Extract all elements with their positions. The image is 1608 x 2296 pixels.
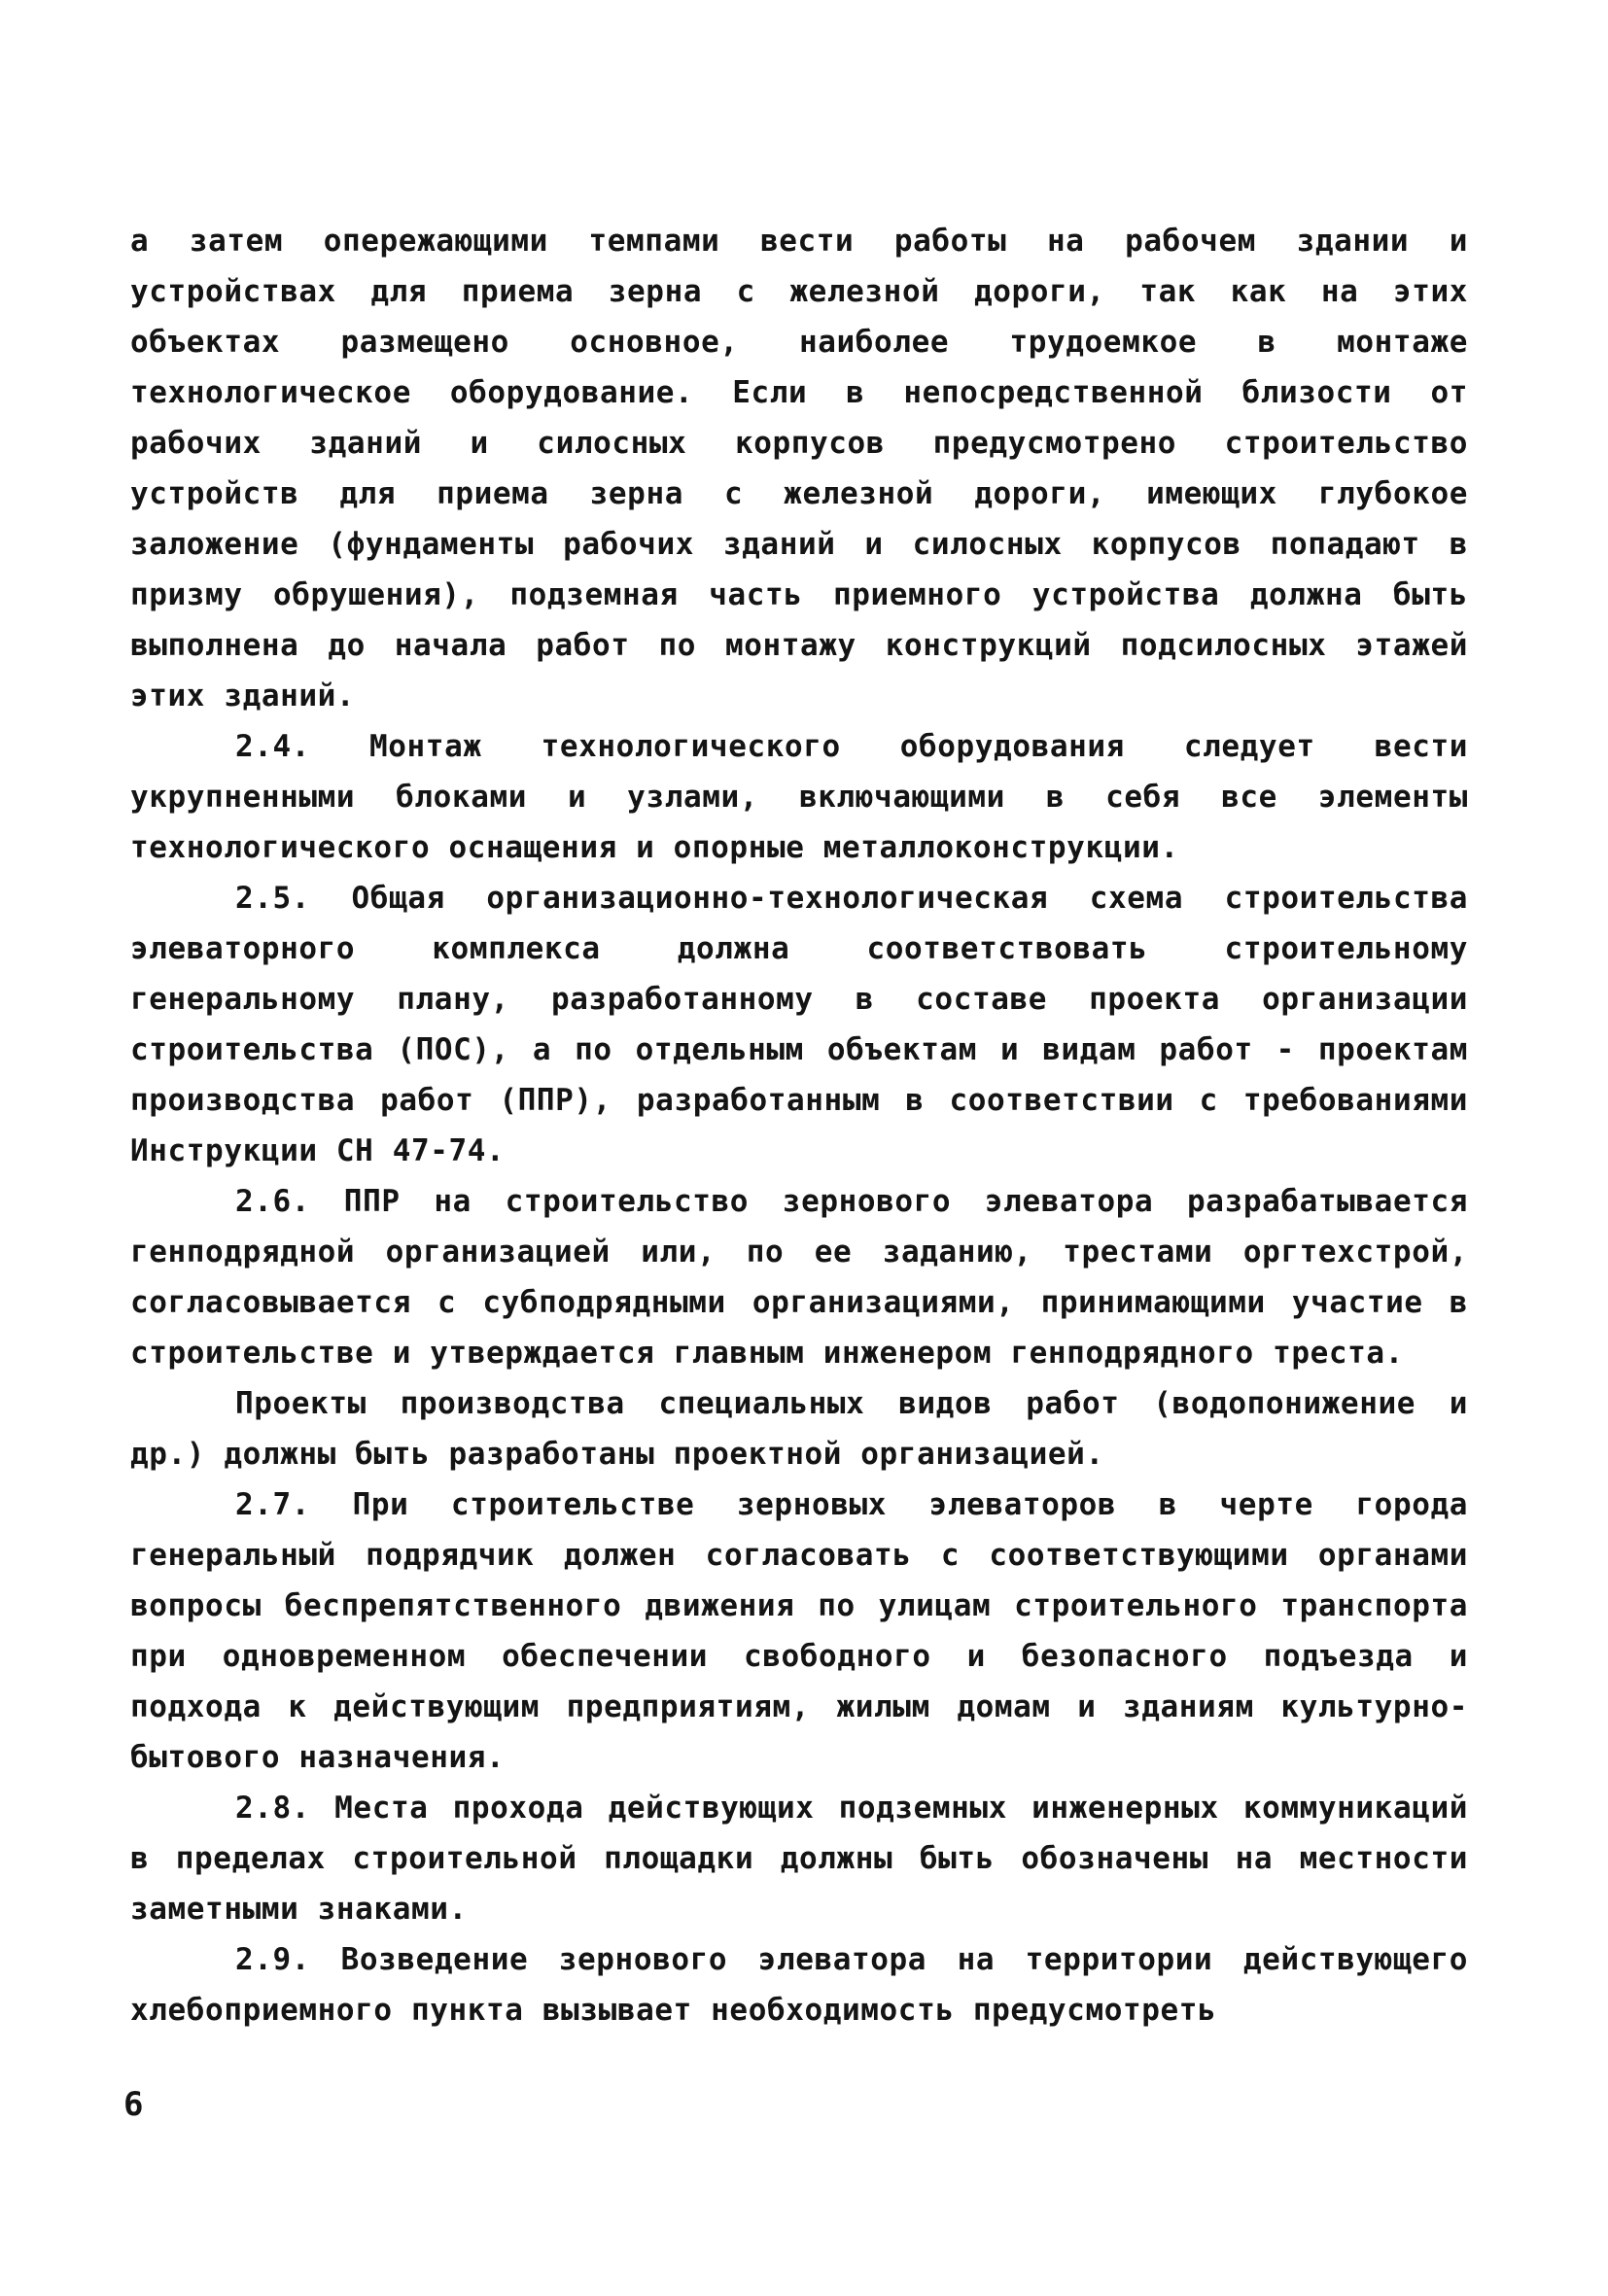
body-text [130, 216, 1468, 2035]
paragraph-special-works: Проекты производства специальных видов работ (водопонижение и др.) должны быть разработаны проектной организацией. [130, 1386, 1468, 1472]
paragraph-2-6: 2.6. ППР на строительство зернового элеватора разрабатывается генподрядной организацией или, по ее заданию, трестами оргтехстрой, согласовывается с субподрядными организациями, принимающими участие в строительстве и утверждается главным инженером генподрядного треста. [130, 1184, 1468, 1371]
paragraph-2-5: 2.5. Общая организационно-технологическая схема строительства элеваторного комплекса должна соответствовать строительному генеральному плану, разработанному в составе проекта организации строительства (ПОС), а по отдельным объектам и видам работ - проектам производства работ (ППР), разработанным в соответствии с требованиями Инструкции СН 47-74. [130, 881, 1468, 1168]
paragraph-2-9: 2.9. Возведение зернового элеватора на территории действующего хлебоприемного пункта вызывает необходимость предусмотреть [130, 1942, 1468, 2028]
paragraph-2-8: 2.8. Места прохода действующих подземных инженерных коммуникаций в пределах строительной площадки должны быть обозначены на местности заметными знаками. [130, 1791, 1468, 1927]
page-number: 6 [123, 2085, 144, 2124]
paragraph-continuation: а затем опережающими темпами вести работы на рабочем здании и устройствах для приема зерна с железной дороги, так как на этих объектах размещено основное, наиболее трудоемкое в монтаже технологическое оборудование. Если в непосредственной близости от рабочих зданий и силосных корпусов предусмотрено строительство устройств для приема зерна с железной дороги, имеющих глубокое заложение (фундаменты рабочих зданий и силосных корпусов попадают в призму обрушения), подземная часть приемного устройства должна быть выполнена до начала работ по монтажу конструкций подсилосных этажей этих зданий. [130, 224, 1468, 713]
paragraph-2-4: 2.4. Монтаж технологического оборудования следует вести укрупненными блоками и узлами, включающими в себя все элементы технологического оснащения и опорные металлоконструкции. [130, 729, 1468, 865]
paragraph-2-7: 2.7. При строительстве зерновых элеваторов в черте города генеральный подрядчик должен согласовать с соответствующими органами вопросы беспрепятственного движения по улицам строительного транспорта при одновременном обеспечении свободного и безопасного подъезда и подхода к действующим предприятиям, жилым домам и зданиям культурно-бытового назначения. [130, 1487, 1468, 1775]
